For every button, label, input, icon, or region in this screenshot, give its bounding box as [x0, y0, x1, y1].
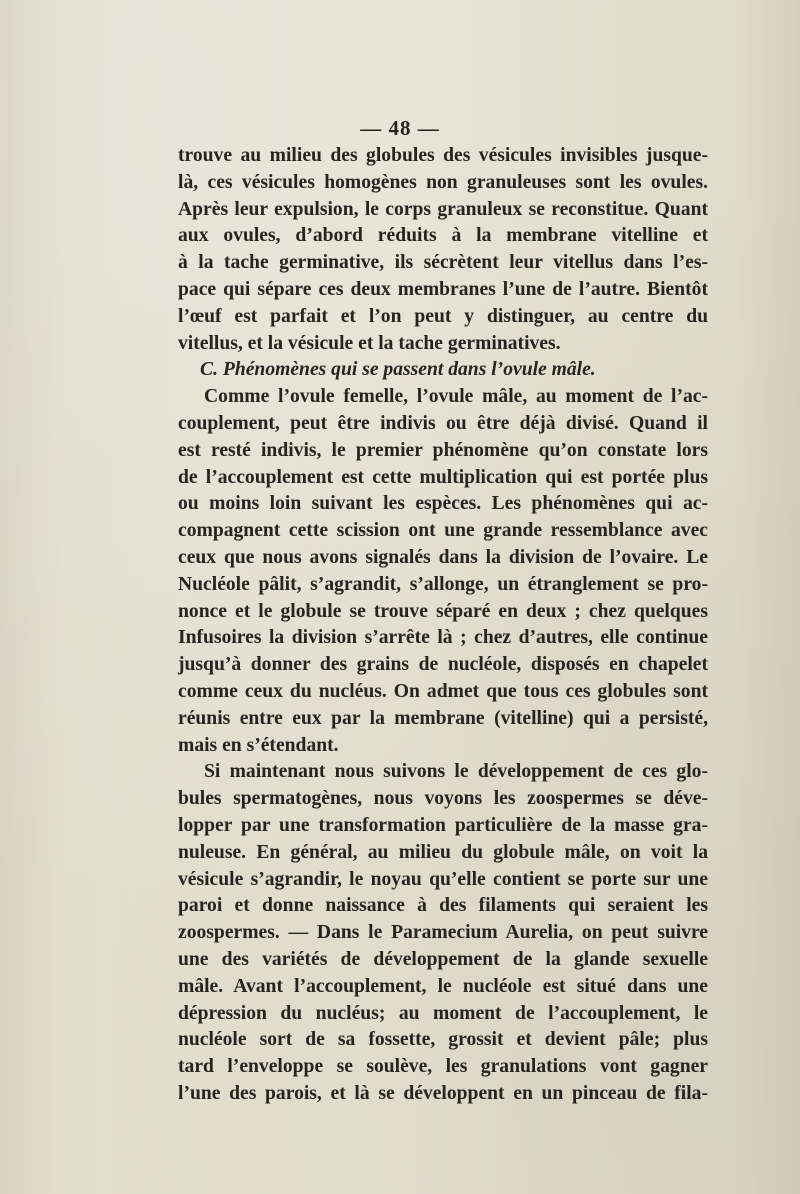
text-line: trouve au milieu des globules des vésicules invisibles jusque- — [178, 145, 708, 166]
text-line: réunis entre eux par la membrane (vitelline) qui a persisté, — [178, 707, 708, 729]
page-number: — 48 — — [360, 116, 440, 140]
text-line: est resté indivis, le premier phénomène qu’on constate lors — [178, 439, 708, 461]
text-line: zoospermes. — Dans le Paramecium Aurelia, on peut suivre — [178, 922, 708, 944]
text-line: l’œuf est parfait et l’on peut y distinguer, au centre du — [178, 305, 708, 327]
text-line: compagnent cette scission ont une grande ressemblance avec — [178, 520, 708, 542]
text-line: à la tache germinative, ils sécrètent leur vitellus dans l’es- — [178, 252, 708, 274]
text-line: Après leur expulsion, le corps granuleux se reconstitue. Quant — [178, 198, 708, 220]
text-line: mâle. Avant l’accouplement, le nucléole est situé dans une — [178, 975, 708, 997]
text-line: Infusoires la division s’arrête là ; chez d’autres, elle continue — [178, 627, 708, 649]
text-line: lopper par une transformation particulière de la masse gra- — [178, 814, 708, 836]
text-line: là, ces vésicules homogènes non granuleuses sont les ovules. — [178, 171, 708, 193]
text-line: bules spermatogènes, nous voyons les zoospermes se déve- — [178, 788, 708, 810]
body-text — [178, 143, 708, 1108]
text-line: nucléole sort de sa fossette, grossit et devient pâle; plus — [178, 1029, 708, 1051]
text-line: dépression du nucléus; au moment de l’accouplement, le — [178, 1002, 708, 1024]
text-line: nonce et le globule se trouve séparé en deux ; chez quelques — [178, 600, 708, 622]
text-line: jusqu’à donner des grains de nucléole, disposés en chapelet — [178, 654, 708, 676]
text-line: de l’accouplement est cette multiplication qui est portée plus — [178, 466, 708, 488]
text-line: Comme l’ovule femelle, l’ovule mâle, au moment de l’ac- — [204, 386, 708, 408]
text-line: mais en s’étendant. — [178, 734, 339, 756]
text-line: ceux que nous avons signalés dans la division de l’ovaire. Le — [178, 546, 708, 568]
text-line: vitellus, et la vésicule et la tache germinatives. — [178, 332, 561, 354]
text-line: couplement, peut être indivis ou être déjà divisé. Quand il — [178, 412, 708, 434]
text-line: vésicule s’agrandir, le noyau qu’elle contient se porte sur une — [178, 868, 708, 890]
text-line: nuleuse. En général, au milieu du globule mâle, on voit la — [178, 841, 708, 863]
text-line: l’une des parois, et là se développent en un pinceau de fila- — [178, 1082, 708, 1104]
text-line: tard l’enveloppe se soulève, les granulations vont gagner — [178, 1056, 708, 1078]
text-line: paroi et donne naissance à des filaments qui seraient les — [178, 895, 708, 917]
text-line: Si maintenant nous suivons le développement de ces glo- — [204, 761, 708, 783]
text-line: aux ovules, d’abord réduits à la membrane vitelline et — [178, 225, 708, 247]
text-line: une des variétés de développement de la glande sexuelle — [178, 948, 708, 970]
text-line: comme ceux du nucléus. On admet que tous ces globules sont — [178, 680, 708, 702]
text-line: pace qui sépare ces deux membranes l’une de l’autre. Bientôt — [178, 278, 708, 300]
section-heading: C. Phénomènes qui se passent dans l’ovule mâle. — [200, 359, 596, 381]
text-line: ou moins loin suivant les espèces. Les phénomènes qui ac- — [178, 493, 708, 515]
text-line: Nucléole pâlit, s’agrandit, s’allonge, un étranglement se pro- — [178, 573, 708, 595]
